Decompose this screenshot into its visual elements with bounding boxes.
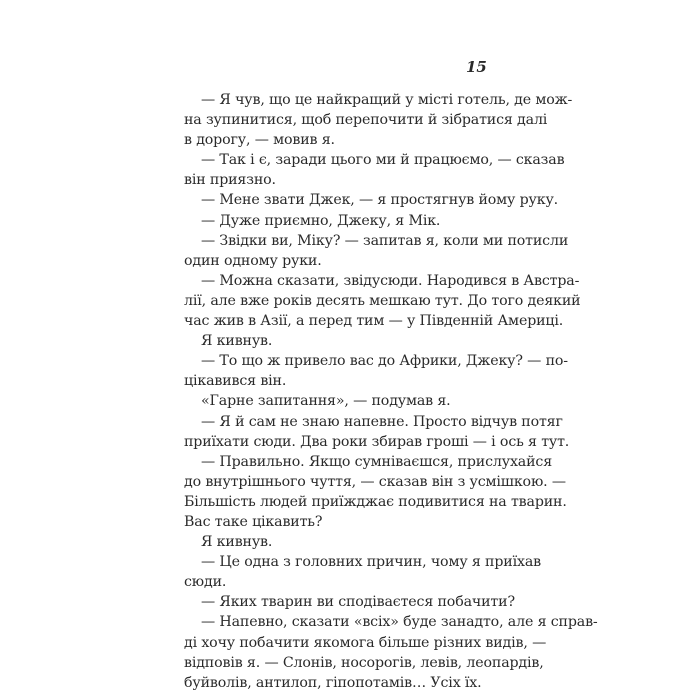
text-line: — Я чув, що це найкращий у місті готель, де мож- [201, 92, 573, 108]
text-line: — Звідки ви, Міку? — запитав я, коли ми потисли [201, 232, 569, 249]
text-line: — Напевно, сказати «всіх» буде занадто, але я справ- [201, 614, 598, 631]
text-line: сюди. [184, 574, 227, 591]
text-line: Більшість людей приїжджає подивитися на тварин. [184, 493, 567, 510]
text-line: — Це одна з головних причин, чому я приїхав [201, 554, 541, 571]
text-line: — Яких тварин ви сподіваєтеся побачити? [201, 594, 515, 611]
text-line: — Я й сам не знаю напевне. Просто відчув потяг [201, 413, 563, 430]
text-line: — То що ж привело вас до Африки, Джеку? — по- [201, 353, 568, 370]
page-number: 15 [466, 58, 487, 76]
text-line: до внутрішнього чуття, — сказав він з усмішкою. — [184, 473, 566, 490]
text-line: Я кивнув. [201, 333, 273, 350]
text-line: — Так і є, заради цього ми й працюємо, — сказав [201, 152, 565, 169]
text-line: він приязно. [184, 172, 276, 189]
text-line: ді хочу побачити якомога більше різних видів, — [184, 634, 547, 651]
text-line: в дорогу, — мовив я. [184, 132, 335, 149]
text-line: на зупинитися, щоб перепочити й зібратися далі [184, 112, 548, 129]
text-line: «Гарне запитання», — подумав я. [201, 393, 451, 410]
text-line: — Мене звати Джек, — я простягнув йому руку. [201, 192, 559, 209]
text-line: Я кивнув. [201, 534, 273, 551]
text-line: — Дуже приємно, Джеку, я Мік. [201, 212, 441, 229]
text-line: лії, але вже років десять мешкаю тут. До того деякий [184, 292, 581, 309]
text-line: час жив в Азії, а перед тим — у Південній Америці. [184, 313, 564, 330]
text-line: цікавився він. [184, 373, 287, 390]
text-line: — Можна сказати, звідусюди. Народився в Австра- [201, 272, 580, 289]
text-line: Вас таке цікавить? [184, 513, 323, 530]
text-line: відповів я. — Слонів, носорогів, левів, леопардів, [184, 654, 544, 671]
text-line: приїхати сюди. Два роки збирав гроші — і ось я тут. [184, 433, 570, 450]
text-line: один одному руки. [184, 252, 322, 269]
text-line: — Правильно. Якщо сумніваєшся, прислухайся [201, 453, 553, 470]
body-text [184, 90, 598, 693]
text-line: буйволів, антилоп, гіпопотамів… Усіх їх. [184, 674, 482, 691]
